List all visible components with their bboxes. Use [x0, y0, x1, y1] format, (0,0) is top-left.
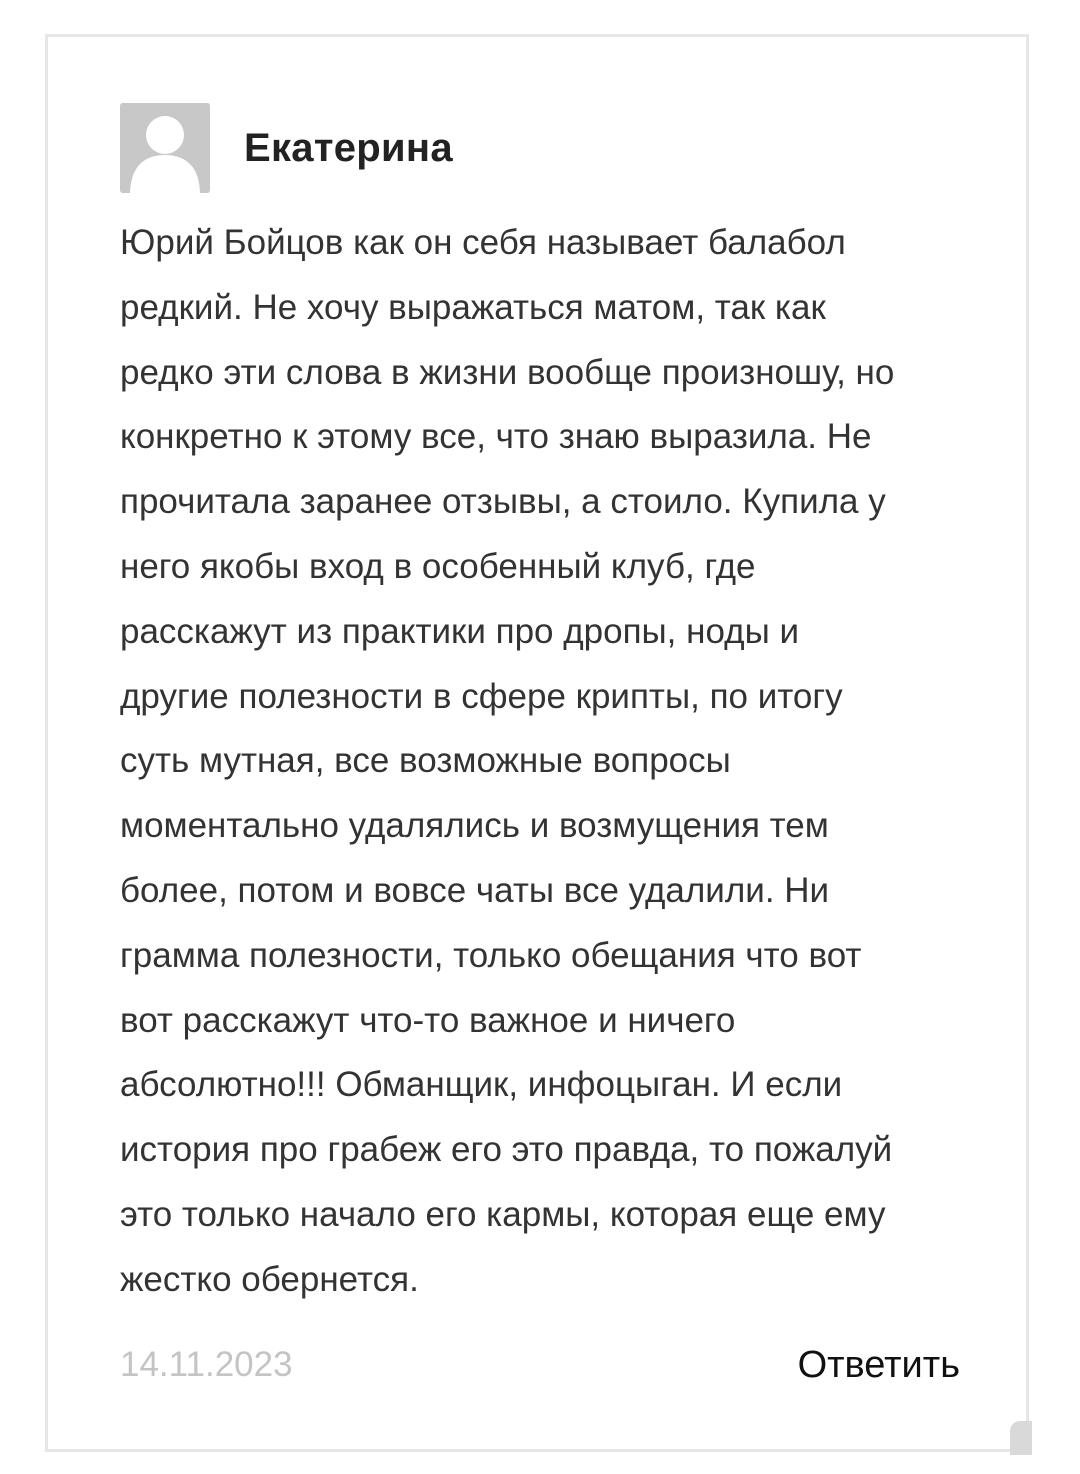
- comment-line: расскажут из практики про дропы, ноды и: [120, 611, 800, 651]
- comment-line: конкретно к этому все, что знаю выразила. Не: [120, 417, 872, 457]
- comment-body: [120, 211, 980, 1313]
- comment-line: более, потом и вовсе чаты все удалили. Ни: [120, 870, 830, 910]
- comment-line: жестко обернется.: [120, 1259, 419, 1299]
- comment-line: другие полезности в сфере крипты, по итогу: [120, 676, 843, 716]
- comment-card: [45, 34, 1029, 1452]
- comment-line: история про грабеж его это правда, то пожалуй: [120, 1130, 893, 1170]
- comment-line: вот расскажут что-то важное и ничего: [120, 1000, 736, 1040]
- comment-line: Юрий Бойцов как он себя называет балабол: [120, 223, 846, 262]
- comment-line: это только начало его кармы, которая еще ему: [120, 1194, 886, 1234]
- avatar: [120, 103, 210, 193]
- author-name: Екатерина: [244, 125, 453, 170]
- comment-header: [120, 103, 453, 193]
- comment-line: суть мутная, все возможные вопросы: [120, 741, 731, 781]
- comment-date: 14.11.2023: [120, 1345, 293, 1384]
- reply-button[interactable]: Ответить: [797, 1343, 960, 1386]
- comment-line: абсолютно!!! Обманщик, инфоцыган. И если: [120, 1065, 843, 1105]
- comment-line: моментально удалялись и возмущения тем: [120, 806, 829, 846]
- comment-line: редкий. Не хочу выражаться матом, так как: [120, 287, 826, 327]
- scrollbar-thumb[interactable]: [1010, 1421, 1032, 1455]
- default-user-icon: [120, 103, 210, 193]
- comment-footer: [120, 1337, 960, 1393]
- comment-line: редко эти слова в жизни вообще произношу, но: [120, 352, 895, 392]
- comment-line: него якобы вход в особенный клуб, где: [120, 546, 756, 586]
- comment-line: грамма полезности, только обещания что вот: [120, 935, 862, 975]
- comment-line: прочитала заранее отзывы, а стоило. Купила у: [120, 482, 886, 522]
